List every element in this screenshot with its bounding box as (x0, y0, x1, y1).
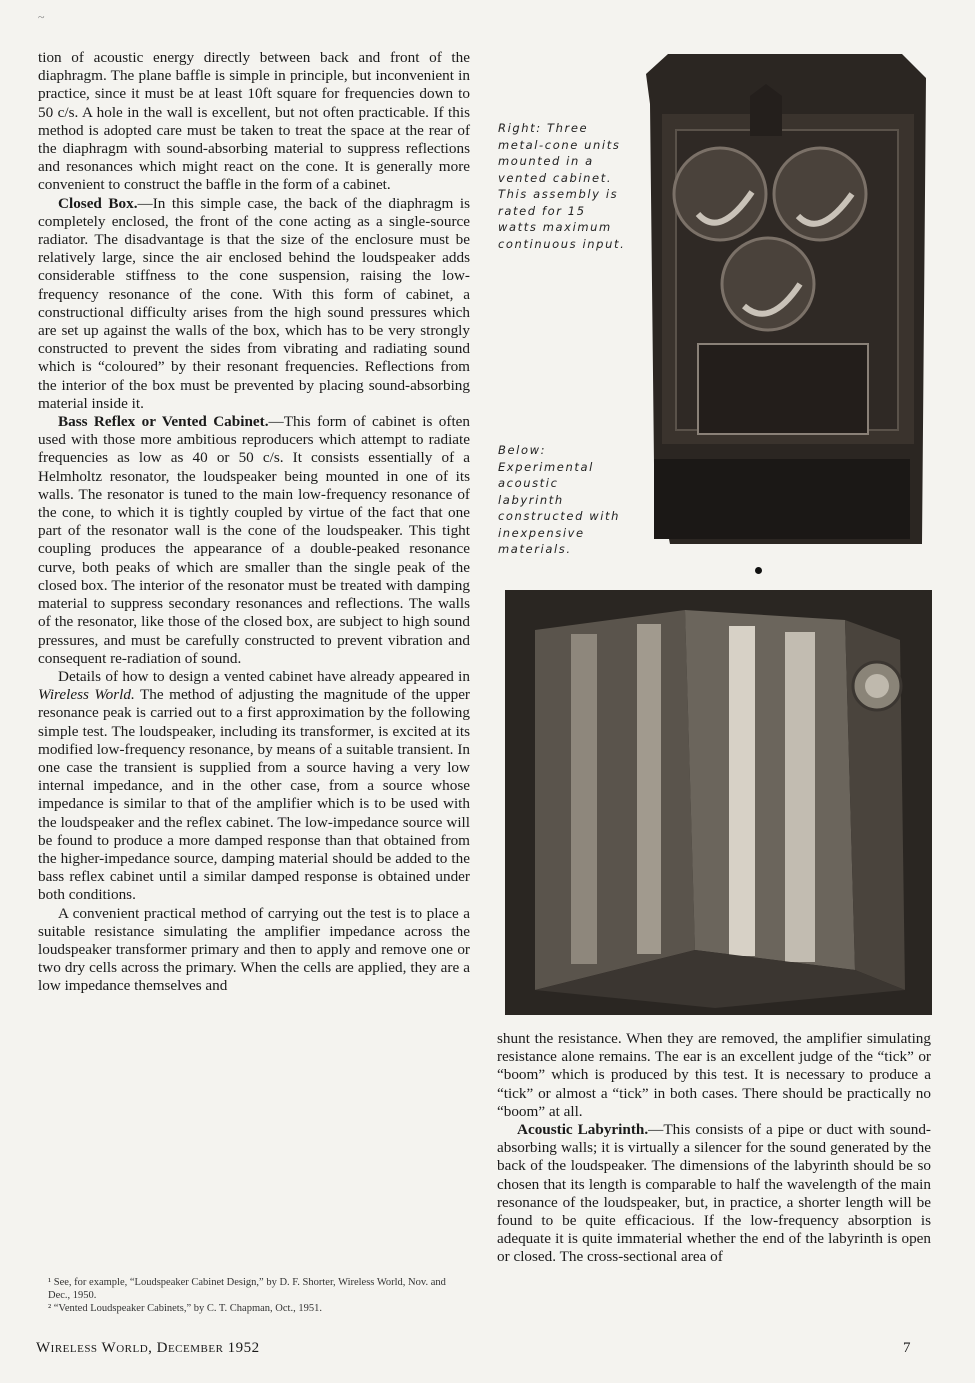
photo-acoustic-labyrinth (505, 590, 932, 1015)
footnotes (48, 1276, 468, 1315)
paragraph-shunt: shunt the resistance. When they are removed, the amplifier simulating resistance alone remains. The ear is an excellent judge of the “tick” or “boom” which is produced by this test. It is necessary to produce a “tick” or almost a “tick” in both cases. There should be practically no “boom” at all. (497, 1030, 931, 1120)
footnote-2: ² “Vented Loudspeaker Cabinets,” by C. T. Chapman, Oct., 1951. (48, 1303, 322, 1314)
closed-box-text: —In this simple case, the back of the diaphragm is completely enclosed, the front of the cone acting as a single-source radiator. The disadvantage is that the size of the enclosure must be relatively large, since the air enclosed behind the loudspeaker adds considerable stiffness to the cone suspension, raising the low-frequency resonance of the cone. With this form of cabinet, a constructional difficulty arises from the high sound pressures which are set up against the walls of the box, which has to be very strongly constructed to prevent the sides from vibrating and radiating sound which is “coloured” by their resonant frequencies. Reflections from the interior of the box must be prevented by placing sound-absorbing material inside it. (38, 194, 471, 412)
labyrinth-text: —This consists of a pipe or duct with sound-absorbing walls; it is virtually a silencer for the sound generated by the back of the loudspeaker. The dimensions of the labyrinth should be so chosen that its length is comparable to half the wavelength of the main resonance of the loudspeaker, but, in practice, a shorter length will be found to be quite efficacious. If the low-frequency absorption is adequate it is quite immaterial whether the end of the labyrinth is open or closed. The cross-sectional area of (497, 1121, 931, 1266)
bass-reflex-text: —This form of cabinet is often used with those more ambitious reproducers which attempt to radiate frequencies as low as 40 or 50 c/s. It consists essentially of a Helmholtz resonator, the loudspeaker being mounted in one of its walls. The resonator is tuned to the main low-frequency resonance of the cone, to which it is tightly coupled by virtue of the fact that one part of the resonator wall is the cone of the loudspeaker. This tight coupling produces the appearance of a double-peaked resonance curve, both peaks of which are smaller than the single peak of the closed box. The interior of the resonator must be treated with damping material to suppress secondary resonances and reflections. The walls of the resonator, like those of the closed box, are subject to high sound pressures, and must be carefully constructed to prevent vibration and consequent re-radiation of sound. (38, 413, 470, 667)
caption-below: Below: Experimental acoustic labyrinth constructed with inexpensive materials. (498, 443, 621, 556)
heading-closed-box: Closed Box. (58, 194, 138, 212)
paragraph-bass-reflex (38, 413, 470, 668)
paragraph-baffle: tion of acoustic energy directly between back and front of the diaphragm. The plane baffle is simple in principle, but inconvenient in practice, since it must be at least 10ft square for frequencies down to 50 c/s. A hole in the wall is excellent, but not often practicable. If this method is adopted care must be taken to treat the space at the rear of the diaphragm with sound-absorbing material to suppress reflections and resonances which might react on the cone. It is generally more convenient to construct the baffle in the form of a cabinet. (38, 49, 470, 194)
photo-vented-cabinet (640, 44, 932, 554)
page-number: 7 (903, 1340, 911, 1356)
paragraph-practical-method: A convenient practical method of carrying out the test is to place a suitable resistance simulating the amplifier impedance across the loudspeaker transformer primary and then to apply and remove one or two dry cells across the primary. When the cells are applied, they are a low impedance themselves and (38, 904, 470, 995)
dot-marker (755, 567, 762, 574)
paragraph-vented-design (38, 668, 470, 905)
caption-right: Right: Three metal-cone units mounted in a vented cabinet. This assembly is rated for 15 watts maximum continuous input. (498, 121, 626, 251)
corner-mark: ~ (38, 10, 45, 24)
right-column (497, 1030, 931, 1267)
paragraph-labyrinth (497, 1121, 931, 1267)
heading-acoustic-labyrinth: Acoustic Labyrinth. (517, 1121, 649, 1139)
vented-design-text-b: The method of adjusting the magnitude of the upper resonance peak is carried out to a first approximation by the following simple test. The loudspeaker, including its transformer, is excited at its modified low-frequency resonance, by means of a suitable transient. In one case the transient is supplied from a source having a very low internal impedance, and in the other case, from a source whose impedance is similar to that of the amplifier which is to be used with the loudspeaker and the reflex cabinet. The low-impedance source will be found to produce a more damped response than that obtained from the higher-impedance source, damping material should be added to the bass reflex cabinet until a similar damped response is obtained under both conditions. (38, 686, 470, 904)
wireless-world-reference: Wireless World. (38, 686, 135, 704)
paragraph-closed-box (38, 195, 470, 413)
left-column (38, 49, 470, 996)
vented-design-text-a: Details of how to design a vented cabinet have already appeared in (58, 667, 470, 685)
footnote-1: ¹ See, for example, “Loudspeaker Cabinet Design,” by D. F. Shorter, Wireless World, Nov. and Dec., 1950. (48, 1277, 446, 1301)
heading-bass-reflex: Bass Reflex or Vented Cabinet. (58, 413, 269, 431)
footer-publication: Wireless World, December 1952 (36, 1340, 260, 1356)
